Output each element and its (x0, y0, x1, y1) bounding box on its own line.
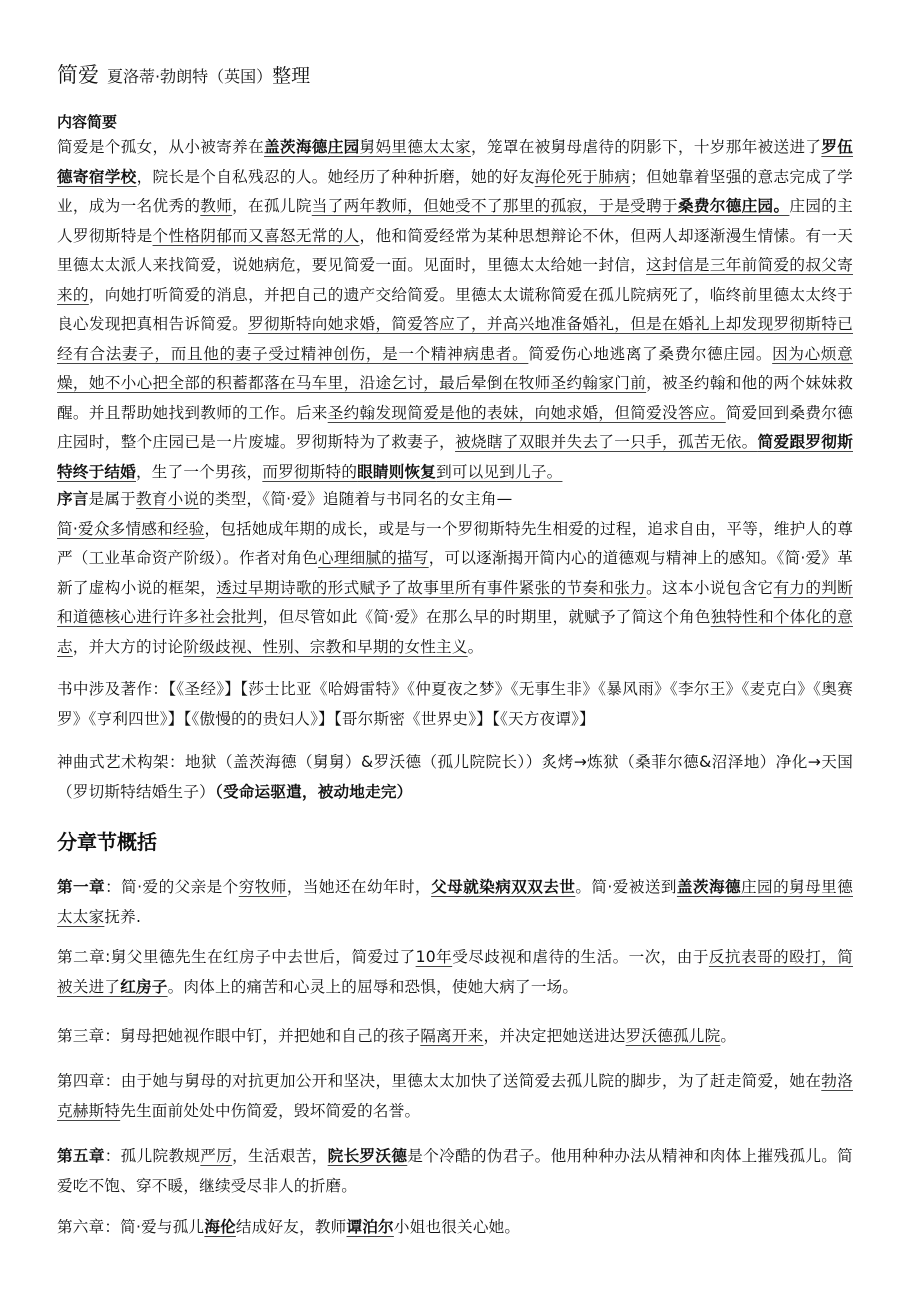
text-segment: 简爱回到桑费尔德庄园时，整个庄园已是一片废墟。罗彻斯特为了救妻子， (57, 403, 853, 451)
emphasized-text: 盖茨海德 (676, 878, 742, 896)
preface-paragraph (57, 485, 853, 662)
chapter-6 (57, 1213, 853, 1243)
underlined-text: 个性格阴郁而又喜怒无常的人 (152, 226, 360, 245)
text-segment: 神曲式艺术构架：地狱（盖茨海德（舅舅）&罗沃德（孤儿院院长））炙烤→炼狱（桑菲尔德&沼泽地）净化→天国（罗切斯特结婚生子） (57, 753, 853, 801)
text-segment: 。简·爱被送到 (575, 878, 677, 896)
text-segment: 书中涉及著作：【《圣经》】【莎士比亚《哈姆雷特》《仲夏夜之梦》《无事生非》《暴风雨》《李尔王》《麦克白》《奥赛罗》《亨利四世》】【《傲慢的的贵妇人》】【哥尔斯密《世界史》】【《天方夜谭》】 (57, 680, 853, 728)
underlined-text: 阶级歧视、性别、宗教和早期的女性主义 (183, 637, 468, 656)
underlined-text: 庄园的舅母里德太太家 (57, 878, 853, 926)
emphasized-text: 简爱跟罗彻斯特终于结婚 (57, 433, 853, 481)
underlined-text: 10年 (415, 948, 453, 966)
text-segment: ，并决定把她送进达 (483, 1027, 626, 1045)
chapter-3 (57, 1022, 853, 1052)
underlined-text: 独特性和个体化的意志 (57, 608, 853, 656)
text-segment: ，并大方的讨论 (72, 637, 184, 656)
text-segment: 。 (467, 637, 484, 656)
text-segment: ，他和简爱经常为某种思想辩论不休，但两人却逐渐漫生情愫。有一天里德太太派人来找简爱，说她病危，要见简爱一面。见面时，里德太太给她一封信， (57, 226, 854, 274)
text-segment: 简爱伤心地逃离了桑费尔德庄园。 (528, 344, 773, 363)
chapter-5 (57, 1142, 853, 1201)
text-segment: ，但尽管如此《简·爱》在那么早的时期里，就赋予了简这个角色 (262, 608, 711, 626)
text-segment: 。肉体上的痛苦和心灵上的屈辱和恐惧，使她大病了一场。 (167, 977, 579, 996)
text-segment: ；但她靠着坚强的意志完成了学业，成为一名优秀的 (57, 167, 853, 215)
structure-paragraph (57, 748, 853, 807)
text-segment: ，院长是个自私残忍的人。她经历了种种折磨，她的好友 (136, 167, 535, 186)
chapters-heading: 分章节概括 (57, 830, 157, 854)
emphasized-text: 海伦 (204, 1218, 236, 1236)
chapter-2 (57, 943, 853, 1002)
text-segment: 受尽歧视和虐待的生活。一次，由于 (452, 948, 709, 966)
text-segment: ，被圣约翰和他的两个妹妹救醒。并且帮助她找到教师的工作。后来 (57, 374, 853, 422)
text-segment: 简爱是个孤女，从小被寄养在 (57, 138, 264, 156)
text-segment: 第四章：由于她与舅母的对抗更加公开和坚决，里德太太加快了送简爱去孤儿院的脚步，为了赶走简爱，她在 (57, 1072, 822, 1090)
emphasized-text: 罗伍德寄宿学校 (57, 138, 854, 186)
underlined-text: 到可以见到儿子。 (436, 462, 563, 481)
text-segment: 先生面前处处中伤简爱，毁坏简爱的名誉。 (120, 1101, 421, 1120)
text-segment: 。这本小说包含它 (646, 578, 774, 597)
title-author: 夏洛蒂·勃朗特（英国） (107, 67, 273, 86)
emphasized-text: 父母就染病双双去世 (431, 878, 576, 896)
emphasized-text: （受命运驱遣，被动地走完） (214, 782, 413, 801)
underlined-text: 反抗表哥的殴打，简被关进了 (57, 948, 854, 996)
text-segment: ，可以逐渐揭开简内心的道德观与精神上的感知。《简·爱》革新了虚构小说的框架， (57, 549, 853, 597)
text-segment: ，包括她成年期的成长，或是与一个罗彻斯特先生相爱的过程，追求自由，平等，维护人的尊严（工业革命资产阶级）。作者对角色 (57, 519, 853, 567)
text-segment: 第六章：简·爱与孤儿 (57, 1218, 205, 1236)
underlined-text: 严厉 (200, 1147, 233, 1165)
underlined-text: 被烧瞎了双眼并失去了一只手，孤苦无依。 (455, 433, 758, 451)
summary-heading: 内容简要 (57, 113, 118, 131)
emphasized-text: 谭泊尔 (346, 1218, 394, 1236)
text-segment: 抚养. (104, 907, 142, 926)
emphasized-text: 院长罗沃德 (327, 1147, 408, 1165)
underlined-text: 隔离开来 (420, 1027, 484, 1045)
underlined-text: 罗彻斯特向她求婚，简爱答应了，并高兴地准备婚礼，但是在婚礼上却发现罗彻斯特已经有合法妻子，而且他的妻子受过精神创伤，是一个精神病患者。 (57, 315, 853, 363)
underlined-text: 这封信是三年前简爱的叔父寄来的 (57, 256, 853, 304)
underlined-text: 透过早期诗歌的形式赋予了故事里所有事件紧张的节奏和张力 (216, 578, 647, 597)
text-segment: 。 (720, 1027, 737, 1045)
text-segment: 庄园的主人罗彻斯特是 (57, 197, 853, 245)
emphasized-text: 桑费尔德庄园。 (677, 197, 790, 215)
emphasized-text: 第一章 (57, 878, 106, 896)
chapter-1 (57, 873, 853, 932)
text-segment: ：孤儿院教规 (104, 1147, 201, 1165)
works-paragraph (57, 675, 853, 734)
underlined-text: 圣约翰发现简爱是他的表妹，向她求婚，但简爱没答应。 (327, 403, 726, 422)
emphasized-text: 红房子 (120, 977, 168, 996)
text-segment: ，生活艰苦， (232, 1147, 328, 1165)
text-segment: ，向她打听简爱的消息，并把自己的遗产交给简爱。里德太太谎称简爱在孤儿院病死了，临终前里德太太终于良心发现把真相告诉简爱。 (57, 285, 853, 333)
text-segment: 的类型，《简·爱》追随着与书同名的女主角— (199, 490, 513, 508)
underlined-text: 有力的判断和道德核心进行许多社会批判 (57, 578, 853, 626)
underlined-text: 而罗彻斯特的 (262, 462, 358, 481)
text-segment: 第二章:舅父里德先生在红房子中去世后，简爱过了 (57, 948, 416, 966)
text-segment: ，生了一个男孩， (135, 462, 263, 481)
text-segment: ：简·爱的父亲是个 (105, 878, 239, 896)
chapter-4 (57, 1067, 853, 1126)
title-suffix: 整理 (272, 65, 311, 87)
underlined-text: 罗沃德孤儿院 (625, 1027, 721, 1045)
summary-paragraph (57, 133, 853, 487)
emphasized-text: 盖茨海德庄园 (264, 138, 360, 156)
text-segment: ，在孤儿院 (232, 197, 312, 215)
text-segment: 第三章：舅母把她视作眼中钉，并把她和自己的孩子 (57, 1027, 421, 1045)
underlined-text: 因为心烦意燥，她不小心把全部的积蓄都落在马车里，沿途乞讨，最后晕倒在牧师圣约翰家门前 (57, 344, 853, 392)
underlined-text: 心理细腻的描写 (318, 549, 429, 567)
text-segment: 结成好友，教师 (235, 1218, 347, 1236)
title-main: 简爱 (57, 63, 99, 87)
underlined-text: 海伦死于肺病 (534, 167, 631, 186)
text-segment: 是属于 (88, 490, 136, 508)
text-segment: ，当她还在幼年时， (286, 878, 432, 896)
underlined-text: 舅妈里德太太家 (359, 138, 472, 156)
underlined-text: 勃洛克赫斯特 (57, 1072, 853, 1120)
text-segment: 是个冷酷的伪君子。他用种种办法从精神和肉体上摧残孤儿。简爱吃不饱、穿不暖，继续受尽非人的折磨。 (57, 1147, 853, 1195)
emphasized-text: 眼睛则恢复 (357, 462, 437, 481)
underlined-text: 穷牧师 (238, 878, 287, 896)
document-title (57, 60, 310, 92)
underlined-text: 教育小说 (135, 490, 200, 508)
text-segment: ，笼罩在被舅母虐待的阴影下，十岁那年被送进了 (471, 138, 822, 156)
emphasized-text: 序言 (57, 490, 89, 508)
underlined-text: 当了两年教师，但她受不了那里的孤寂，于是受聘于 (311, 197, 678, 215)
underlined-text: 简·爱众多情感和经验 (57, 519, 205, 538)
underlined-text: 教师 (200, 197, 233, 215)
text-segment: 小姐也很关心她。 (393, 1218, 521, 1236)
emphasized-text: 第五章 (57, 1147, 105, 1165)
